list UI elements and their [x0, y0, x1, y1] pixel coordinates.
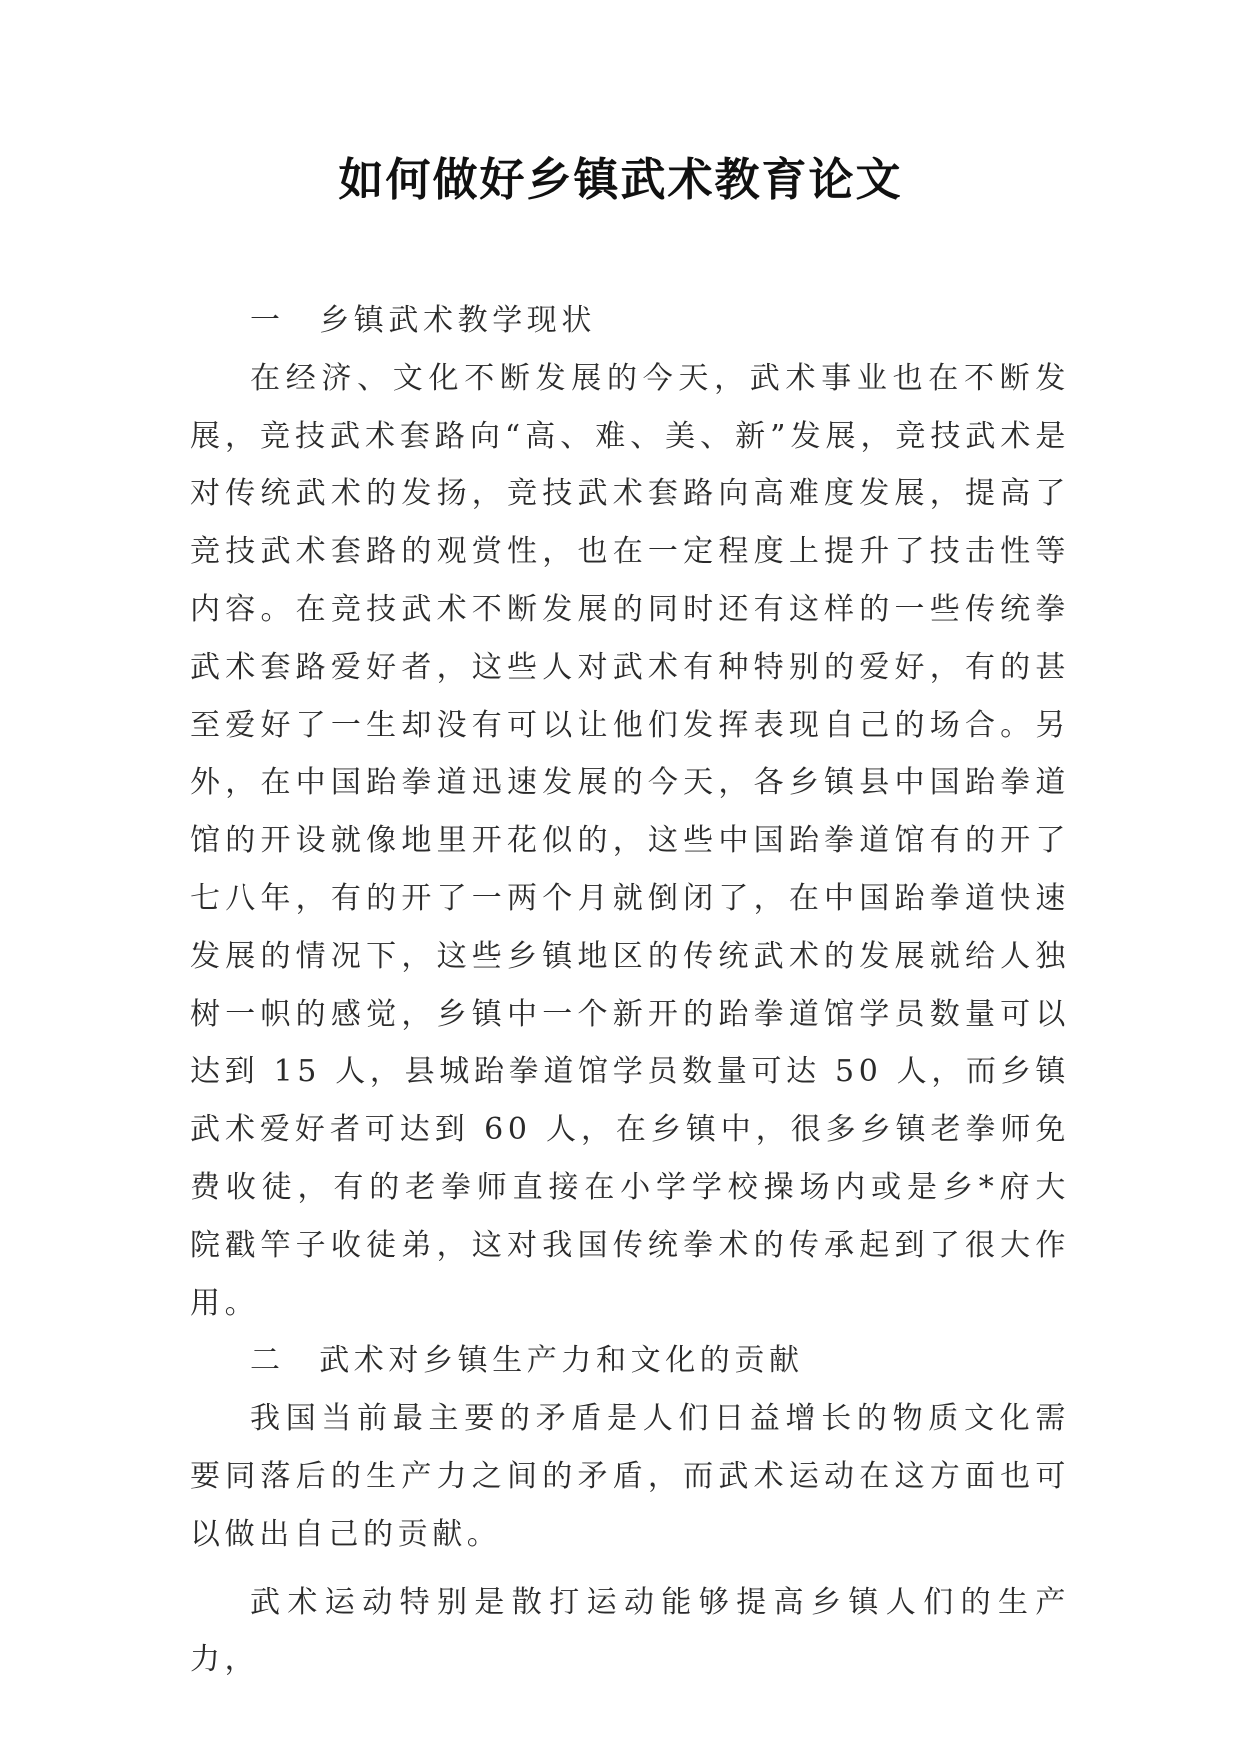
paragraph-2: 我国当前最主要的矛盾是人们日益增长的物质文化需要同落后的生产力之间的矛盾，而武术运动在这方面也可以做出自己的贡献。	[190, 1401, 1070, 1552]
document-body	[190, 292, 1070, 1689]
section-heading-1: 一 乡镇武术教学现状	[250, 303, 596, 338]
paragraph-1: 在经济、文化不断发展的今天，武术事业也在不断发展，竞技武术套路向“高、难、美、新”发展，竞技武术是对传统武术的发扬，竞技武术套路向高难度发展，提高了竞技武术套路的观赏性，也在一定程度上提升了技击性等内容。在竞技武术不断发展的同时还有这样的一些传统拳武术套路爱好者，这些人对武术有种特别的爱好，有的甚至爱好了一生却没有可以让他们发挥表现自己的场合。另外，在中国跆拳道迅速发展的今天，各乡镇县中国跆拳道馆的开设就像地里开花似的，这些中国跆拳道馆有的开了七八年，有的开了一两个月就倒闭了，在中国跆拳道快速发展的情况下，这些乡镇地区的传统武术的发展就给人独树一帜的感觉，乡镇中一个新开的跆拳道馆学员数量可以达到 15 人，县城跆拳道馆学员数量可达 50 人，而乡镇武术爱好者可达到 60 人，在乡镇中，很多乡镇老拳师免费收徒，有的老拳师直接在小学学校操场内或是乡*府大院戳竿子收徒弟，这对我国传统拳术的传承起到了很大作用。	[190, 360, 1070, 1321]
document-title: 如何做好乡镇武术教育论文	[338, 153, 903, 206]
paragraph-3: 武术运动特别是散打运动能够提高乡镇人们的生产力，	[190, 1584, 1070, 1678]
section-heading-2: 二 武术对乡镇生产力和文化的贡献	[250, 1343, 804, 1379]
